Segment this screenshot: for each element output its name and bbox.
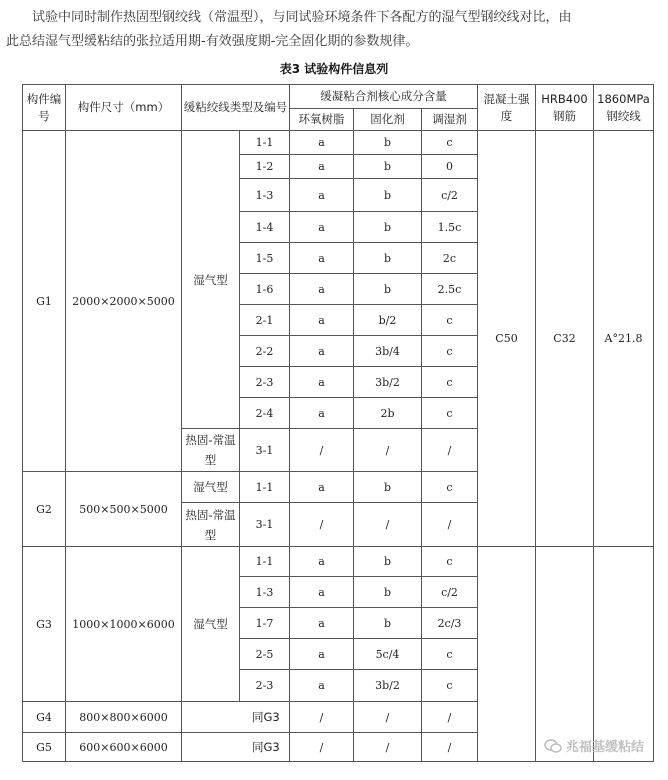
strand-code: 1-3 (240, 577, 290, 608)
header-strand-type: 缓粘绞线类型及编号 (182, 85, 290, 131)
header-strand: 1860MPa钢绞线 (594, 85, 654, 131)
epoxy-value: / (290, 702, 354, 733)
humid-value: 2.5c (422, 274, 478, 305)
humid-value: c (422, 639, 478, 670)
curing-value: b (354, 131, 422, 155)
header-id: 构件编号 (23, 85, 66, 131)
group-id: G5 (23, 733, 66, 762)
intro-line-2: 此总结湿气型缓粘结的张拉适用期-有效强度期-完全固化期的参数规律。 (6, 34, 419, 49)
epoxy-value: a (290, 472, 354, 503)
curing-value: 3b/2 (354, 367, 422, 398)
curing-value: b (354, 577, 422, 608)
wechat-icon (544, 739, 562, 753)
curing-value: / (354, 429, 422, 472)
humid-value: / (422, 429, 478, 472)
strand-code: 1-2 (240, 155, 290, 179)
epoxy-value: a (290, 212, 354, 243)
humid-value: c/2 (422, 577, 478, 608)
table-caption: 表3 试验构件信息列 (279, 62, 389, 76)
strand-type: 湿气型 (182, 472, 240, 503)
strand-type: 同G3 (182, 702, 290, 733)
strand-code: 1-4 (240, 212, 290, 243)
humid-value: 2c/3 (422, 608, 478, 639)
strand-type: 热固-常温型 (182, 503, 240, 547)
humid-value: c (422, 305, 478, 336)
intro-line-1: 试验中同时制作热固型钢绞线（常温型），与同试验环境条件下各配方的湿气型钢绞线对比，由 (32, 10, 572, 25)
epoxy-value: a (290, 577, 354, 608)
watermark-text: 兆福基缓粘结 (565, 740, 644, 755)
concrete-value: C50 (478, 131, 536, 547)
strand-code: 2-5 (240, 639, 290, 670)
humid-value: c (422, 336, 478, 367)
humid-value: c (422, 367, 478, 398)
humid-value: c (422, 547, 478, 577)
epoxy-value: a (290, 274, 354, 305)
strand-code: 3-1 (240, 429, 290, 472)
group-id: G2 (23, 472, 66, 547)
curing-value: b (354, 274, 422, 305)
humid-value: / (422, 702, 478, 733)
empty-cell (594, 547, 654, 762)
epoxy-value: / (290, 733, 354, 762)
epoxy-value: a (290, 367, 354, 398)
strand-type: 同G3 (182, 733, 290, 762)
curing-value: b/2 (354, 305, 422, 336)
curing-value: b (354, 547, 422, 577)
curing-value: b (354, 155, 422, 179)
epoxy-value: a (290, 547, 354, 577)
table-row (23, 547, 654, 577)
curing-value: / (354, 733, 422, 762)
strand-code: 2-3 (240, 367, 290, 398)
group-size: 1000×1000×6000 (66, 547, 182, 702)
humid-value: 0 (422, 155, 478, 179)
epoxy-value: a (290, 179, 354, 212)
group-id: G4 (23, 702, 66, 733)
curing-value: 2b (354, 398, 422, 429)
epoxy-value: a (290, 305, 354, 336)
humid-value: / (422, 503, 478, 547)
strand-code: 2-3 (240, 670, 290, 702)
epoxy-value: / (290, 429, 354, 472)
strand-code: 1-7 (240, 608, 290, 639)
curing-value: b (354, 212, 422, 243)
group-size: 2000×2000×5000 (66, 131, 182, 472)
humid-value: c (422, 670, 478, 702)
group-id: G3 (23, 547, 66, 702)
humid-value: 2c (422, 243, 478, 274)
strand-code: 2-2 (240, 336, 290, 367)
specimen-table (22, 84, 654, 762)
humid-value: 1.5c (422, 212, 478, 243)
group-id: G1 (23, 131, 66, 472)
header-hrb: HRB400钢筋 (536, 85, 594, 131)
curing-value: b (354, 608, 422, 639)
strand-code: 1-1 (240, 472, 290, 503)
epoxy-value: a (290, 131, 354, 155)
epoxy-value: a (290, 608, 354, 639)
strand-code: 3-1 (240, 503, 290, 547)
empty-cell (478, 547, 536, 762)
strand-type: 热固-常温型 (182, 429, 240, 472)
empty-cell (536, 547, 594, 762)
group-size: 800×800×6000 (66, 702, 182, 733)
curing-value: b (354, 472, 422, 503)
epoxy-value: a (290, 243, 354, 274)
strand-code: 1-6 (240, 274, 290, 305)
strand-code: 1-1 (240, 547, 290, 577)
strand-value: A°21.8 (594, 131, 654, 547)
group-size: 600×600×6000 (66, 733, 182, 762)
table-row (23, 131, 654, 155)
strand-code: 2-4 (240, 398, 290, 429)
epoxy-value: / (290, 503, 354, 547)
header-curing: 固化剂 (354, 109, 422, 131)
epoxy-value: a (290, 398, 354, 429)
curing-value: b (354, 179, 422, 212)
humid-value: / (422, 733, 478, 762)
curing-value: / (354, 503, 422, 547)
header-concrete: 混凝土强度 (478, 85, 536, 131)
epoxy-value: a (290, 639, 354, 670)
strand-code: 1-1 (240, 131, 290, 155)
header-core: 缓凝粘合剂核心成分含量 (290, 85, 478, 109)
strand-code: 1-5 (240, 243, 290, 274)
strand-type: 湿气型 (182, 547, 240, 702)
header-humid: 调湿剂 (422, 109, 478, 131)
epoxy-value: a (290, 336, 354, 367)
epoxy-value: a (290, 155, 354, 179)
group-size: 500×500×5000 (66, 472, 182, 547)
watermark (544, 736, 644, 755)
humid-value: c (422, 398, 478, 429)
intro-text (6, 6, 662, 54)
humid-value: c/2 (422, 179, 478, 212)
header-epoxy: 环氧树脂 (290, 109, 354, 131)
strand-code: 2-1 (240, 305, 290, 336)
epoxy-value: a (290, 670, 354, 702)
curing-value: b (354, 243, 422, 274)
curing-value: 5c/4 (354, 639, 422, 670)
hrb-value: C32 (536, 131, 594, 547)
curing-value: / (354, 702, 422, 733)
humid-value: c (422, 472, 478, 503)
strand-code: 1-3 (240, 179, 290, 212)
curing-value: 3b/4 (354, 336, 422, 367)
header-size: 构件尺寸（mm） (66, 85, 182, 131)
humid-value: c (422, 131, 478, 155)
strand-type: 湿气型 (182, 131, 240, 429)
curing-value: 3b/2 (354, 670, 422, 702)
